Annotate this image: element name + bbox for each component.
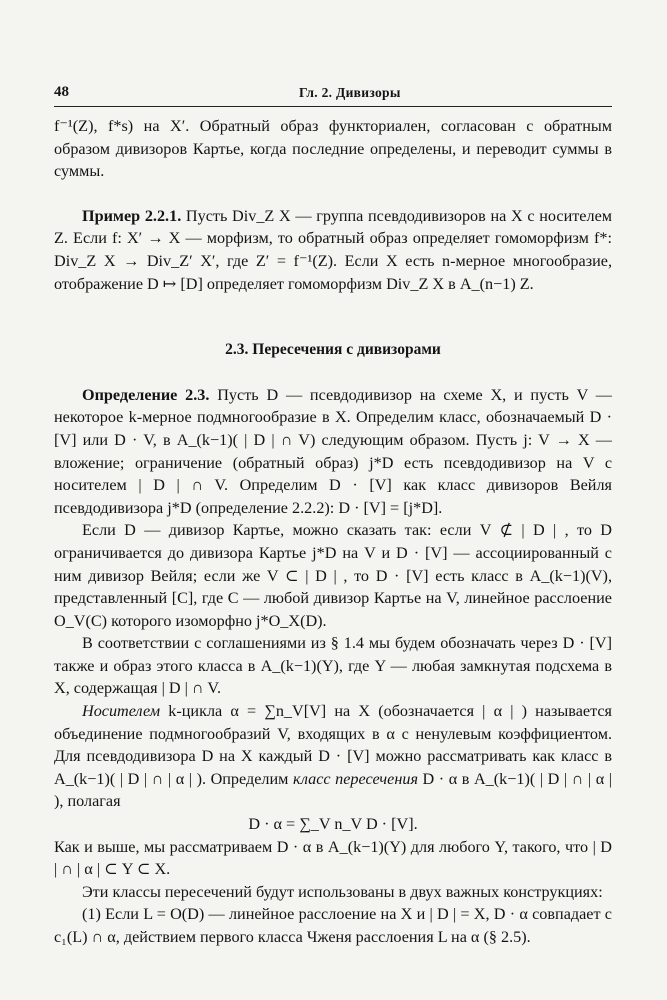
- paragraph-1: f⁻¹(Z), f*s) на X′. Обратный образ функториален, согласован с обратным образом дивизоров Картье, когда последние определены, и переводит суммы в суммы.: [54, 117, 612, 181]
- paragraph-support: [54, 700, 612, 813]
- spacer: [54, 362, 612, 384]
- paragraph-constructions: Эти классы пересечений будут использованы в двух важных конструкциях:: [82, 882, 603, 901]
- paragraph-cartier: Если D — дивизор Картье, можно сказать так: если V ⊄ | D | , то D ограничивается до дивизора Картье j*D на V и D · [V] — ассоциированный с ним дивизор Вейля; если же V ⊂ | D | , то D · [V] есть класс в A_(k−1)(V), представленный [C], где C — любой дивизор Картье на V, линейное расслоение O_V(C) которого изоморфно j*O_X(D).: [54, 521, 612, 630]
- spacer: [54, 295, 612, 317]
- example-2-2-1: [54, 205, 612, 295]
- header-rule: [54, 106, 612, 107]
- spacer: [54, 317, 612, 339]
- spacer: [54, 183, 612, 205]
- page-number: 48: [54, 84, 69, 100]
- term-intersection-class: класс пересечения: [292, 769, 418, 788]
- paragraph-conventions: В соответствии с соглашениями из § 1.4 мы будем обозначать через D · [V] также и образ этого класса в A_(k−1)(Y), где Y — любая замкнутая подсхема в X, содержащая | D | ∩ V.: [54, 634, 612, 698]
- example-label: Пример 2.2.1.: [82, 206, 182, 225]
- page-body: [54, 115, 612, 949]
- page-header: [54, 84, 612, 102]
- example-text: Пусть Div_Z X — группа псевдодивизоров на X с носителем Z. Если f: X′ → X — морфизм, то обратный образ определяет гомоморфизм f*: Div_Z X → Div_Z′ X′, где Z′ = f⁻¹(Z). Если X есть n-мерное многообразие, отображение D ↦ [D] определяет гомоморфизм Div_Z X в A_(n−1) Z.: [54, 206, 613, 293]
- section-title: 2.3. Пересечения с дивизорами: [225, 341, 441, 359]
- display-formula: D · α = ∑_V n_V D · [V].: [248, 815, 418, 834]
- running-head: Гл. 2. Дивизоры: [299, 85, 401, 100]
- support-text-a: k-цикла α = ∑n_V[V] на X (обозначается | α | ) называется объединение подмногообразий V, входящих в α с ненулевым коэффициентом. Для псевдодивизора D на X каждый D · [V] можно рассматривать как класс в A_(k−1)( | D | ∩ | α | ). Определим: [54, 702, 612, 788]
- support-text-b: D · α в A_(k−1)( | D | ∩ | α | ), полагая: [54, 769, 612, 811]
- paragraph-as-above: Как и выше, мы рассматриваем D · α в A_(k−1)(Y) для любого Y, такого, что | D | ∩ | α | ⊂ Y ⊂ X.: [54, 837, 612, 879]
- definition-label: Определение 2.3.: [82, 385, 210, 404]
- paragraph-item-1: (1) Если L = O(D) — линейное расслоение на X и | D | = X, D · α совпадает с c₁(L) ∩ α, действием первого класса Чженя расслоения L на α (§ 2.5).: [54, 905, 612, 946]
- definition-2-3: [54, 384, 612, 520]
- definition-text: Пусть D — псевдодивизор на схеме X, и пусть V — некоторое k-мерное подмногообразие в X. Определим класс, обозначаемый D · [V] или D · V, в A_(k−1)( | D | ∩ V) следующим образом. Пусть j: V → X — вложение; ограничение (обратный образ) j*D есть псевдодивизор на V с носителем | D | ∩ V. Определим D · [V] как класс дивизоров Вейля псевдодивизора j*D (определение 2.2.2): D · [V] = [j*D].: [54, 385, 612, 517]
- term-support: Носителем: [82, 702, 161, 721]
